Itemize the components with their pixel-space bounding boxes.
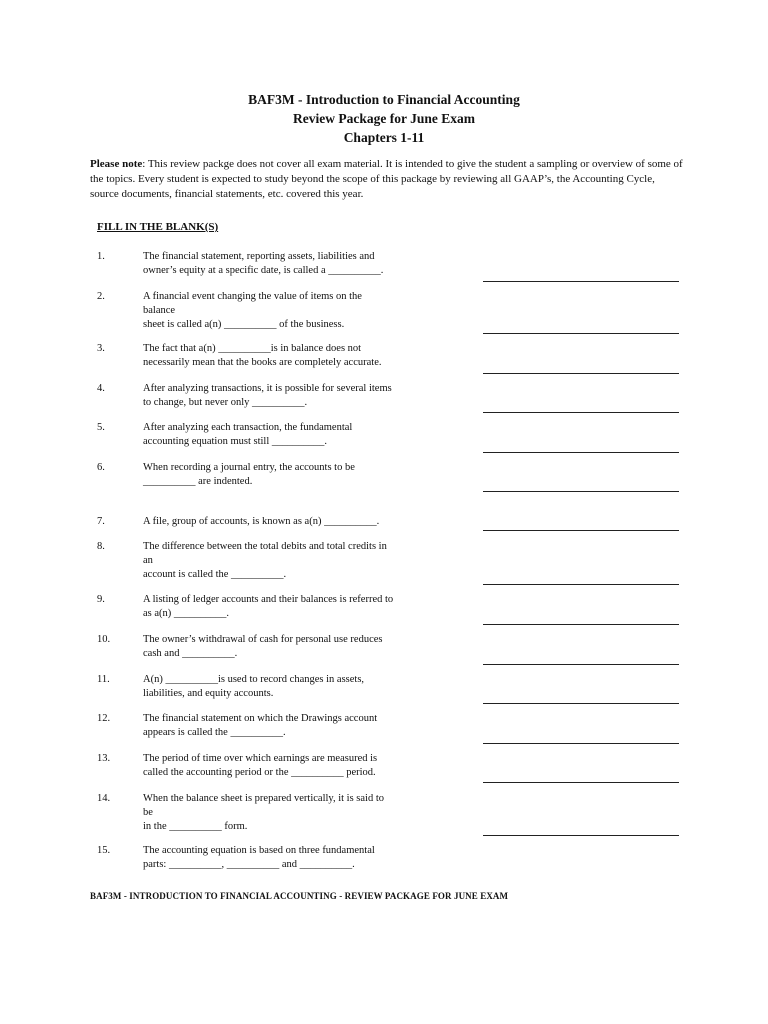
question-text-line: in the __________ form. bbox=[143, 821, 248, 832]
question-number: 7. bbox=[97, 516, 105, 527]
question-text-line: The owner’s withdrawal of cash for personal use reduces bbox=[143, 634, 383, 645]
question-text bbox=[143, 250, 453, 278]
page-footer: BAF3M - INTRODUCTION TO FINANCIAL ACCOUNTING - REVIEW PACKAGE FOR JUNE EXAM bbox=[90, 891, 509, 901]
question-text bbox=[143, 461, 453, 489]
document-title: BAF3M - Introduction to Financial Accounting bbox=[248, 92, 520, 107]
question-text-line: necessarily mean that the books are completely accurate. bbox=[143, 357, 382, 368]
question-text-line: be bbox=[143, 807, 153, 818]
answer-line[interactable] bbox=[483, 281, 679, 282]
question-text-line: The fact that a(n) __________is in balance does not bbox=[143, 343, 362, 354]
question-text-line: The financial statement on which the Drawings account bbox=[143, 713, 378, 724]
question-text-line: The financial statement, reporting assets, liabilities and bbox=[143, 251, 375, 262]
question-text-line: A listing of ledger accounts and their balances is referred to bbox=[143, 594, 394, 605]
question-text-line: The difference between the total debits and total credits in bbox=[143, 541, 387, 552]
question-number: 6. bbox=[97, 462, 105, 473]
answer-line[interactable] bbox=[483, 373, 679, 374]
question-text-line: After analyzing each transaction, the fundamental bbox=[143, 422, 353, 433]
question-text bbox=[143, 421, 453, 449]
answer-line[interactable] bbox=[483, 664, 679, 665]
question-number: 1. bbox=[97, 251, 105, 262]
question-number: 14. bbox=[97, 793, 111, 804]
note-label: Please note bbox=[90, 158, 143, 170]
question-text-line: The accounting equation is based on three fundamental bbox=[143, 845, 375, 856]
question-text-line: A file, group of accounts, is known as a(n) __________. bbox=[143, 516, 380, 527]
question-text bbox=[143, 673, 453, 701]
question-number: 3. bbox=[97, 343, 105, 354]
question-text-line: cash and __________. bbox=[143, 648, 238, 659]
question-text bbox=[143, 752, 453, 780]
question-text-line: accounting equation must still __________. bbox=[143, 436, 328, 447]
question-text bbox=[143, 593, 453, 621]
answer-line[interactable] bbox=[483, 624, 679, 625]
answer-line[interactable] bbox=[483, 530, 679, 531]
question-text-line: called the accounting period or the __________ period. bbox=[143, 767, 376, 778]
document-chapters: Chapters 1-11 bbox=[343, 130, 425, 145]
question-text-line: A financial event changing the value of items on the bbox=[143, 291, 362, 302]
question-text bbox=[143, 342, 453, 370]
note-text: : This review packge does not cover all exam material. It is intended to give the student a sampling or overview of some of the topics. Every student is expected to study beyond the scope of this package by reviewing all GAAP’s, the Accounting Cycle, source documents, financial statements, etc. covered this year. bbox=[90, 158, 683, 200]
question-number: 11. bbox=[97, 674, 110, 685]
question-text-line: balance bbox=[143, 305, 176, 316]
answer-line[interactable] bbox=[483, 835, 679, 836]
question-number: 2. bbox=[97, 291, 105, 302]
answer-line[interactable] bbox=[483, 703, 679, 704]
answer-line[interactable] bbox=[483, 333, 679, 334]
question-text bbox=[143, 633, 453, 661]
question-text bbox=[143, 382, 453, 410]
question-number: 12. bbox=[97, 713, 111, 724]
question-number: 13. bbox=[97, 753, 111, 764]
answer-line[interactable] bbox=[483, 452, 679, 453]
question-text-line: appears is called the __________. bbox=[143, 727, 286, 738]
question-text-line: The period of time over which earnings are measured is bbox=[143, 753, 378, 764]
question-text bbox=[143, 515, 453, 529]
question-number: 4. bbox=[97, 383, 105, 394]
question-number: 8. bbox=[97, 541, 105, 552]
answer-line[interactable] bbox=[483, 584, 679, 585]
question-text-line: owner’s equity at a specific date, is called a __________. bbox=[143, 265, 384, 276]
document-subtitle: Review Package for June Exam bbox=[293, 111, 475, 126]
question-text-line: When the balance sheet is prepared vertically, it is said to bbox=[143, 793, 385, 804]
question-text-line: sheet is called a(n) __________ of the business. bbox=[143, 319, 345, 330]
question-text-line: When recording a journal entry, the accounts to be bbox=[143, 462, 355, 473]
question-text-line: account is called the __________. bbox=[143, 569, 287, 580]
question-text-line: an bbox=[143, 555, 153, 566]
answer-line[interactable] bbox=[483, 491, 679, 492]
question-text-line: to change, but never only __________. bbox=[143, 397, 308, 408]
answer-line[interactable] bbox=[483, 782, 679, 783]
question-text bbox=[143, 844, 453, 872]
document-header bbox=[0, 90, 768, 147]
question-text-line: parts: __________, __________ and __________. bbox=[143, 859, 355, 870]
question-number: 15. bbox=[97, 845, 111, 856]
question-text-line: __________ are indented. bbox=[143, 476, 253, 487]
question-text-line: as a(n) __________. bbox=[143, 608, 230, 619]
question-text-line: After analyzing transactions, it is possible for several items bbox=[143, 383, 392, 394]
please-note-paragraph bbox=[90, 157, 685, 202]
section-title: FILL IN THE BLANK(S) bbox=[97, 221, 219, 233]
question-number: 10. bbox=[97, 634, 111, 645]
answer-line[interactable] bbox=[483, 412, 679, 413]
question-text-line: A(n) __________is used to record changes in assets, bbox=[143, 674, 365, 685]
question-text-line: liabilities, and equity accounts. bbox=[143, 688, 274, 699]
question-text bbox=[143, 792, 453, 834]
answer-line[interactable] bbox=[483, 743, 679, 744]
question-number: 9. bbox=[97, 594, 105, 605]
question-text bbox=[143, 712, 453, 740]
question-text bbox=[143, 540, 453, 582]
question-text bbox=[143, 290, 453, 332]
question-number: 5. bbox=[97, 422, 105, 433]
